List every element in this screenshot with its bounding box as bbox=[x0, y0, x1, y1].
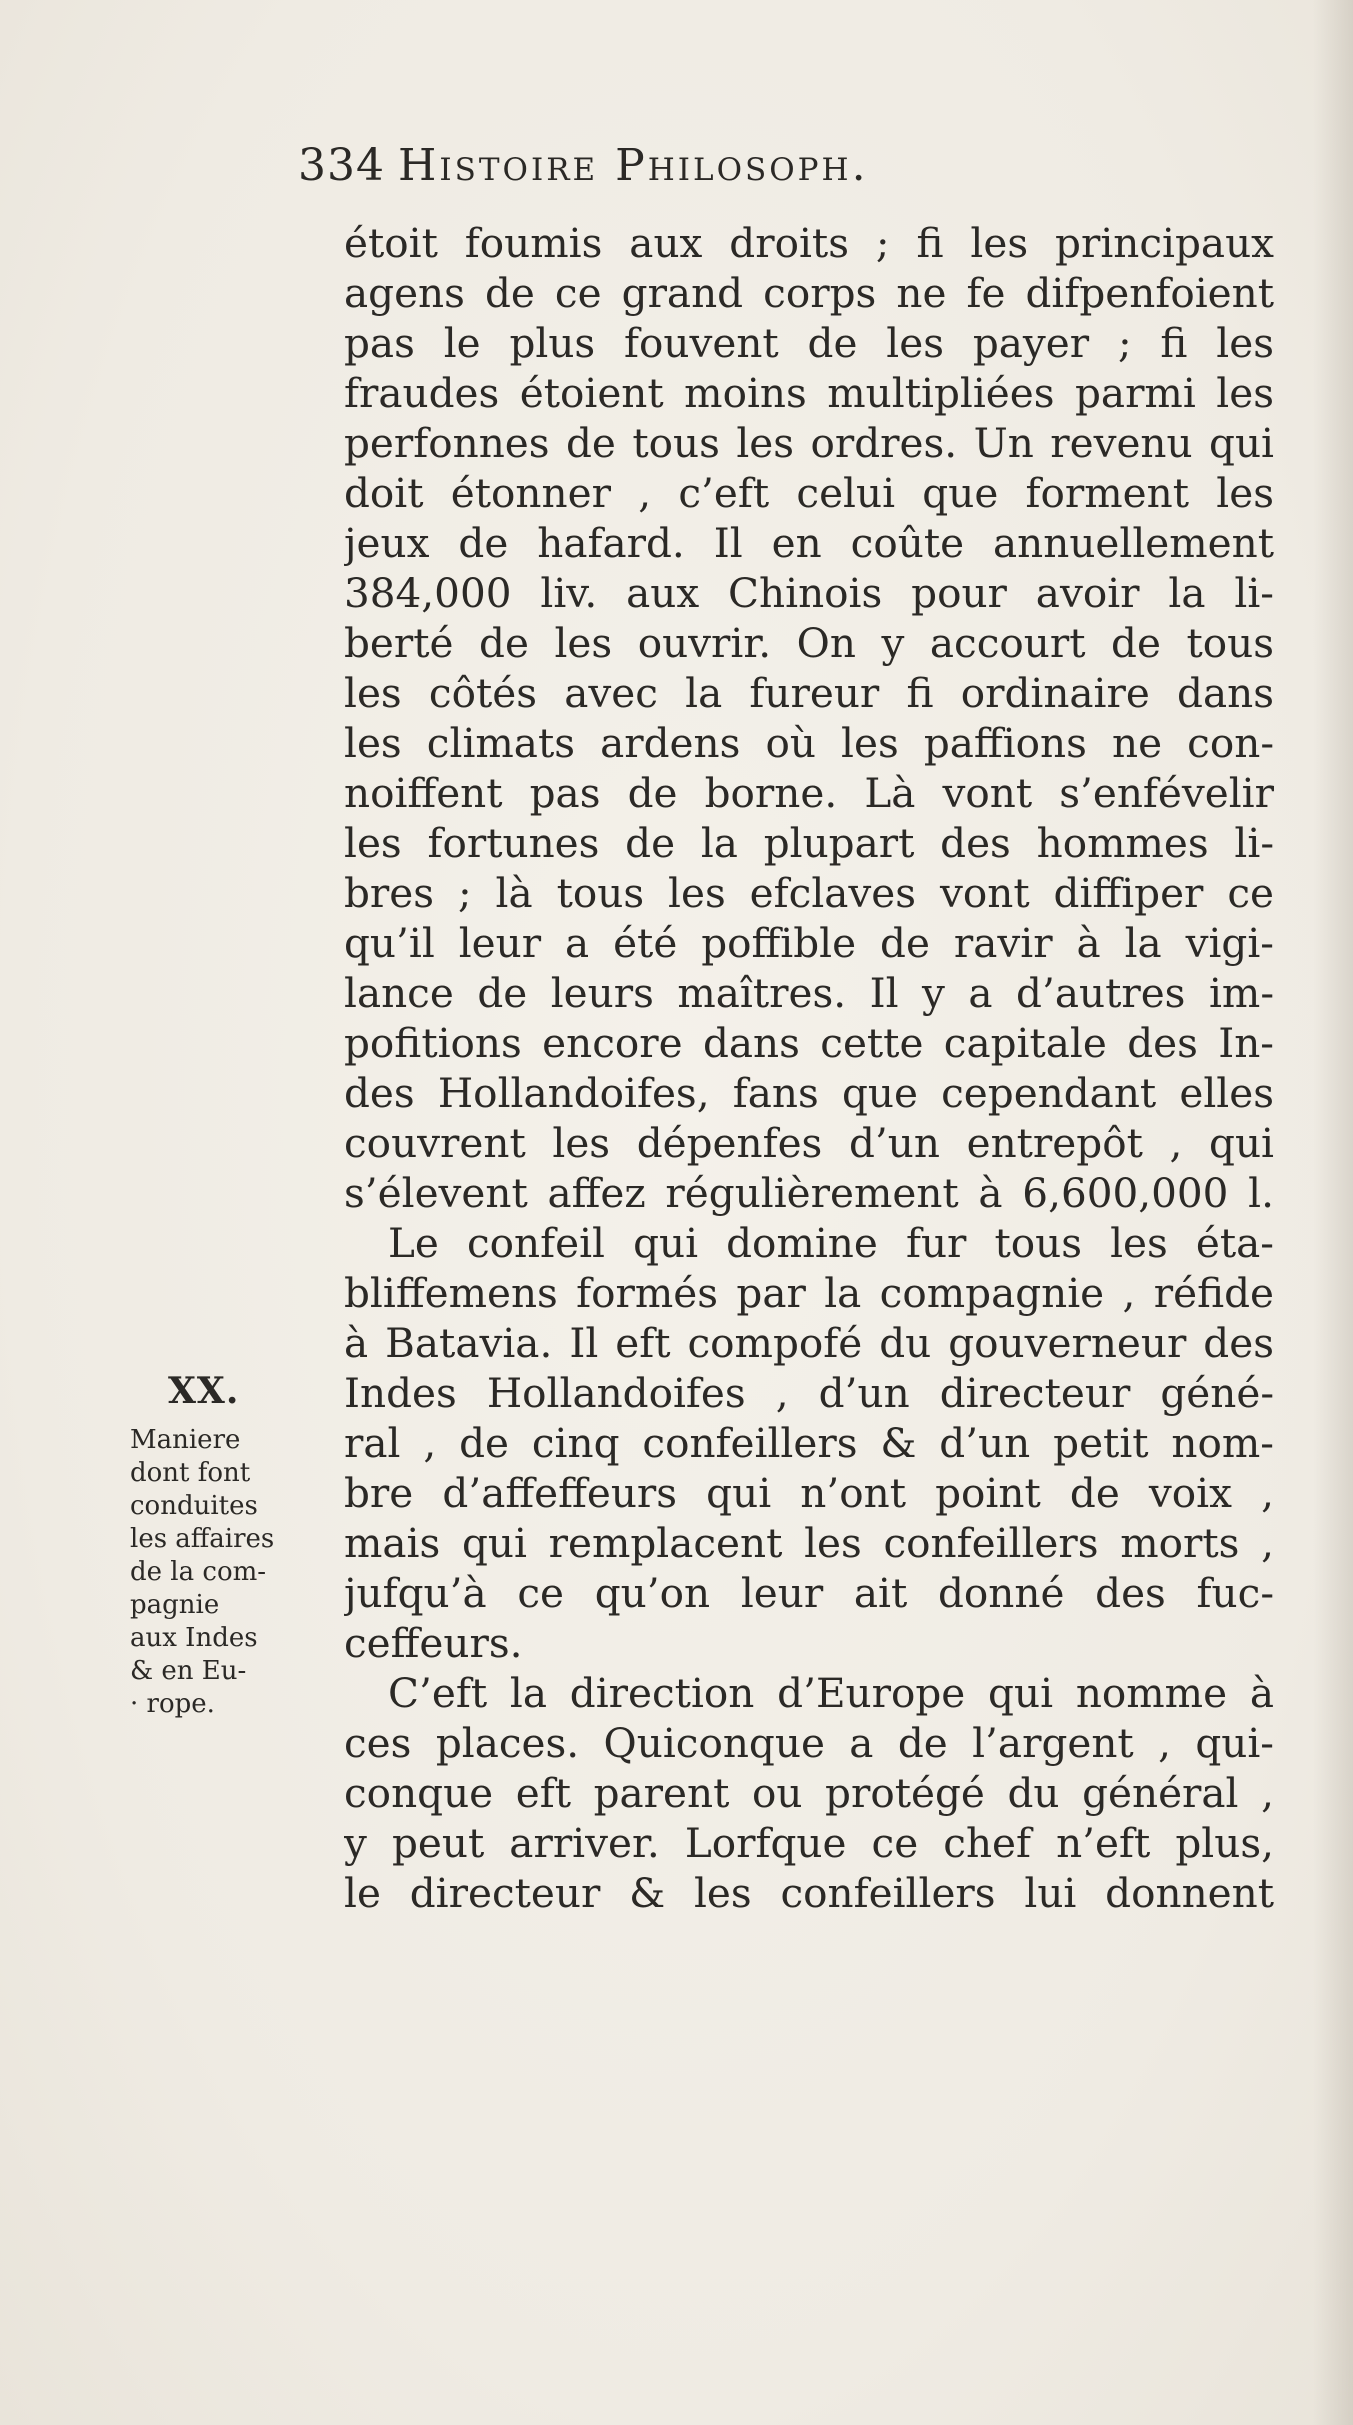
margin-note-line: conduites bbox=[130, 1491, 258, 1521]
text-line: couvrent les dépenfes d’un entrepôt , qui bbox=[344, 1119, 1274, 1167]
text-line: 384,000 liv. aux Chinois pour avoir la li- bbox=[344, 569, 1274, 617]
text-line: les climats ardens où les paffions ne con- bbox=[344, 719, 1274, 767]
text-line: bres ; là tous les efclaves vont diffiper ce bbox=[344, 869, 1274, 917]
text-line: ces places. Quiconque a de l’argent , qui- bbox=[344, 1719, 1274, 1767]
text-line: qu’il leur a été poffible de ravir à la vigi- bbox=[344, 919, 1274, 967]
text-line: à Batavia. Il eft compofé du gouverneur des bbox=[344, 1319, 1274, 1367]
text-line: ceffeurs. bbox=[344, 1619, 523, 1667]
text-line: Indes Hollandoifes , d’un directeur géné- bbox=[344, 1369, 1274, 1417]
body-text bbox=[344, 218, 1274, 1918]
text-line: bliffemens formés par la compagnie , réfide bbox=[344, 1269, 1274, 1317]
text-line: pas le plus fouvent de les payer ; fi les bbox=[344, 319, 1274, 367]
text-line: mais qui remplacent les confeillers morts , bbox=[344, 1519, 1274, 1567]
text-line: agens de ce grand corps ne fe difpenfoient bbox=[344, 269, 1274, 317]
margin-note-line: pagnie bbox=[130, 1590, 220, 1620]
page-number: 334 bbox=[298, 140, 385, 191]
margin-note-line: · rope. bbox=[130, 1689, 215, 1719]
text-line: des Hollandoifes, fans que cependant elles bbox=[344, 1069, 1274, 1117]
running-title: Histoire Philosoph. bbox=[398, 140, 869, 191]
text-line: les fortunes de la plupart des hommes li- bbox=[344, 819, 1274, 867]
text-line: lance de leurs maîtres. Il y a d’autres im- bbox=[344, 969, 1274, 1017]
text-line: fraudes étoient moins multipliées parmi les bbox=[344, 369, 1274, 417]
text-line: perfonnes de tous les ordres. Un revenu qui bbox=[344, 419, 1274, 467]
margin-note-line: aux Indes bbox=[130, 1623, 258, 1653]
text-line: Le confeil qui domine fur tous les éta- bbox=[388, 1219, 1274, 1267]
margin-note bbox=[130, 1424, 330, 1721]
text-line: ral , de cinq confeillers & d’un petit nom- bbox=[344, 1419, 1274, 1467]
text-line: le directeur & les confeillers lui donnent bbox=[344, 1869, 1274, 1917]
text-line: jeux de hafard. Il en coûte annuellement bbox=[344, 519, 1274, 567]
margin-note-line: & en Eu- bbox=[130, 1656, 247, 1686]
text-line: jufqu’à ce qu’on leur ait donné des fuc- bbox=[344, 1569, 1274, 1617]
text-line: C’eft la direction d’Europe qui nomme à bbox=[388, 1669, 1274, 1717]
text-line: noiffent pas de borne. Là vont s’enfévelir bbox=[344, 769, 1274, 817]
section-number: XX. bbox=[168, 1370, 240, 1412]
text-line: étoit foumis aux droits ; fi les principaux bbox=[344, 219, 1274, 267]
page-header bbox=[298, 140, 1118, 200]
text-line: doit étonner , c’eft celui que forment les bbox=[344, 469, 1274, 517]
margin-note-line: les affaires bbox=[130, 1524, 275, 1554]
text-line: bre d’affeffeurs qui n’ont point de voix , bbox=[344, 1469, 1274, 1517]
margin-note-line: de la com- bbox=[130, 1557, 267, 1587]
text-line: y peut arriver. Lorfque ce chef n’eft plus, bbox=[344, 1819, 1274, 1867]
text-line: berté de les ouvrir. On y accourt de tous bbox=[344, 619, 1274, 667]
margin-note-line: dont font bbox=[130, 1458, 251, 1488]
text-line: s’élevent affez régulièrement à 6,600,000 l. bbox=[344, 1169, 1274, 1217]
page-gutter-shadow bbox=[1313, 0, 1353, 2425]
text-line: pofitions encore dans cette capitale des In- bbox=[344, 1019, 1274, 1067]
margin-note-line: Maniere bbox=[130, 1425, 241, 1455]
text-line: conque eft parent ou protégé du général , bbox=[344, 1769, 1274, 1817]
text-line: les côtés avec la fureur fi ordinaire dans bbox=[344, 669, 1274, 717]
